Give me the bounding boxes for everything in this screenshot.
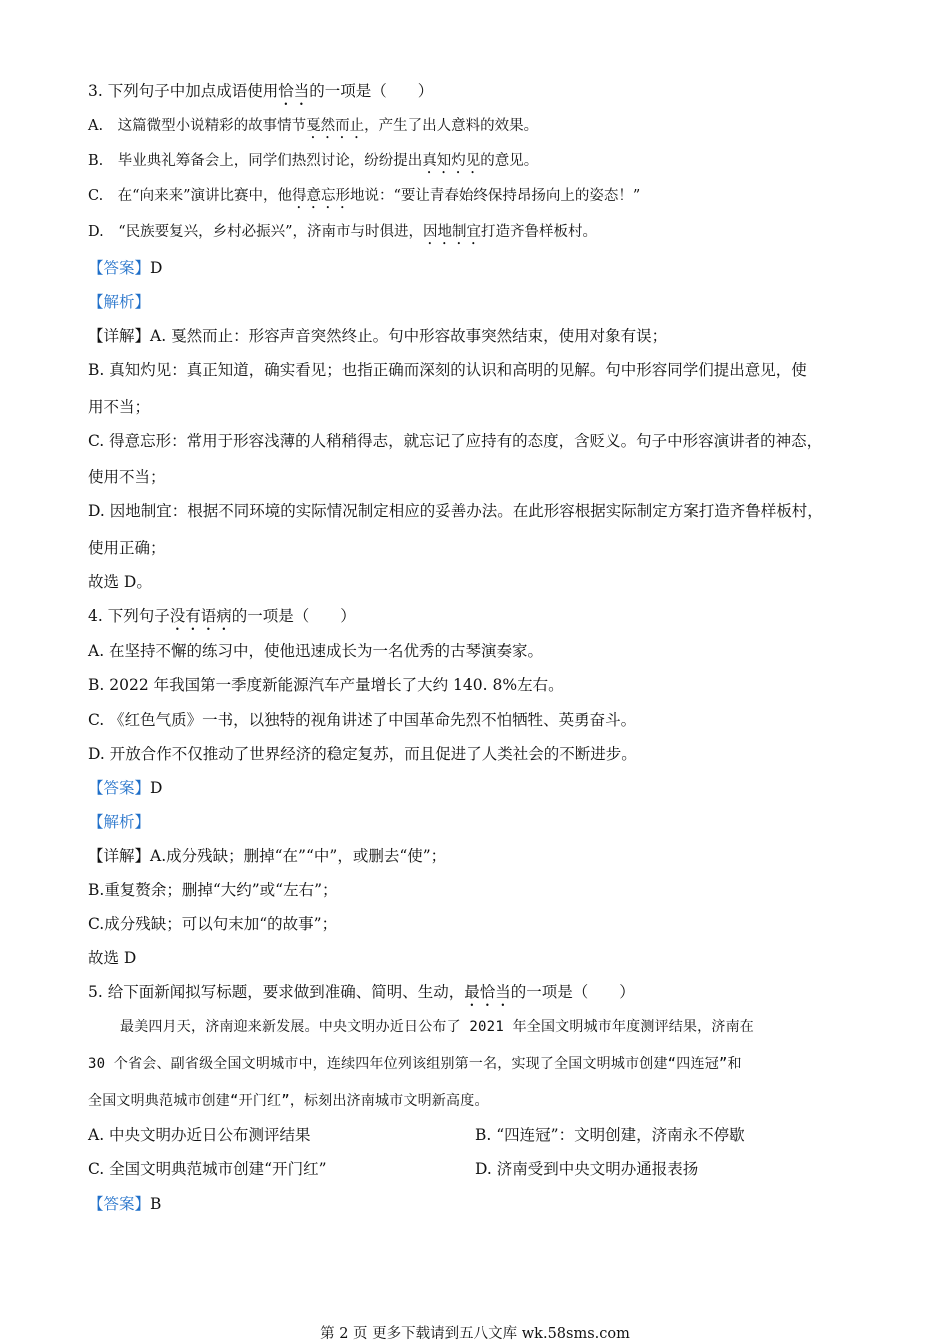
answer-value: D: [150, 779, 163, 797]
q3-analysis-heading: 【解析】: [88, 293, 151, 311]
answer-tag: 【答案】: [88, 259, 151, 277]
q4-analysis-heading: 【解析】: [88, 813, 151, 831]
q4-option-c: C. 《红色气质》一书，以独特的视角讲述了中国革命先烈不怕牺牲、英勇奋斗。: [88, 711, 637, 729]
answer-tag: 【答案】: [88, 779, 151, 797]
q4-option-b: B. 2022 年我国第一季度新能源汽车产量增长了大约 140. 8%左右。: [88, 676, 564, 694]
q4-option-a: A. 在坚持不懈的练习中，使他迅速成长为一名优秀的古琴演奏家。: [88, 642, 544, 660]
q3-conclusion: 故选 D。: [88, 573, 152, 591]
q3-detail-line: B. 真知灼见：真正知道，确实看见；也指正确而深刻的认识和高明的见解。句中形容同学们提出意见，使: [88, 361, 807, 379]
q4-detail-line: B.重复赘余；删掉“大约”或“左右”；: [88, 881, 338, 899]
q5-passage-line: 最美四月天，济南迎来新发展。中央文明办近日公布了 2021 年全国文明城市年度测评结果，济南在: [120, 1019, 754, 1035]
q5-answer: [88, 1193, 880, 1215]
q5-option-a: A. 中央文明办近日公布测评结果: [88, 1126, 311, 1144]
q3-detail-line: 使用正确；: [88, 539, 166, 557]
q5-option-b: B. “四连冠”：文明创建，济南永不停歇: [475, 1126, 745, 1144]
q4-stem: 4. 下列句子没有语病的一项是（ ）: [88, 607, 356, 625]
q3-answer: [88, 257, 880, 279]
q5-passage-line: 30 个省会、副省级全国文明城市中，连续四年位列该组别第一名，实现了全国文明城市创建“四连冠”和: [88, 1056, 742, 1072]
q3-option-b: B. 毕业典礼筹备会上，同学们热烈讨论，纷纷提出真知灼见的意见。: [88, 153, 539, 169]
q3-detail-line: 用不当；: [88, 398, 151, 416]
q3-stem: 3. 下列句子中加点成语使用恰当的一项是（ ）: [88, 82, 434, 100]
q4-option-d: D. 开放合作不仅推动了世界经济的稳定复苏，而且促进了人类社会的不断进步。: [88, 745, 637, 763]
q3-detail-line: 【详解】A. 戛然而止：形容声音突然终止。句中形容故事突然结束，使用对象有误；: [88, 327, 668, 345]
emphasis-dots: 恰当: [278, 82, 310, 100]
q5-stem: 5. 给下面新闻拟写标题，要求做到准确、简明、生动，最恰当的一项是（ ）: [88, 983, 635, 1001]
q5-passage-line: 全国文明典范城市创建“开门红”，标刻出济南城市文明新高度。: [88, 1093, 489, 1109]
answer-value: D: [150, 259, 163, 277]
answer-value: B: [150, 1195, 162, 1213]
q3-detail-line: D. 因地制宜：根据不同环境的实际情况制定相应的妥善办法。在此形容根据实际制定方案打造齐鲁样板村，: [88, 502, 823, 520]
q5-option-d: D. 济南受到中央文明办通报表扬: [475, 1160, 699, 1178]
answer-tag: 【答案】: [88, 1195, 151, 1213]
q3-option-d: D. “民族要复兴，乡村必振兴”，济南市与时俱进，因地制宜打造齐鲁样板村。: [88, 224, 598, 240]
q3-option-c: C. 在“向来来”演讲比赛中，他得意忘形地说：“要让青春始终保持昂扬向上的姿态！”: [88, 188, 641, 204]
emphasis-dots: 没有语病: [169, 607, 232, 625]
q4-detail-line: C.成分残缺；可以句末加“的故事”；: [88, 915, 338, 933]
page-footer: 第 2 页 更多下载请到五八文库 wk.58sms.com: [320, 1326, 630, 1342]
q3-detail-line: C. 得意忘形：常用于形容浅薄的人稍稍得志，就忘记了应持有的态度，含贬义。句子中形容演讲者的神态，: [88, 432, 823, 450]
q4-conclusion: 故选 D: [88, 949, 137, 967]
q3-detail-line: 使用不当；: [88, 468, 166, 486]
q4-detail-line: 【详解】A.成分残缺；删掉“在”“中”，或删去“使”；: [88, 847, 447, 865]
q3-option-a: A. 这篇微型小说精彩的故事情节戛然而止，产生了出人意料的效果。: [88, 118, 539, 134]
emphasis-dots: 最恰当: [464, 983, 511, 1001]
q5-option-c: C. 全国文明典范城市创建“开门红”: [88, 1160, 327, 1178]
q4-answer: [88, 777, 880, 799]
